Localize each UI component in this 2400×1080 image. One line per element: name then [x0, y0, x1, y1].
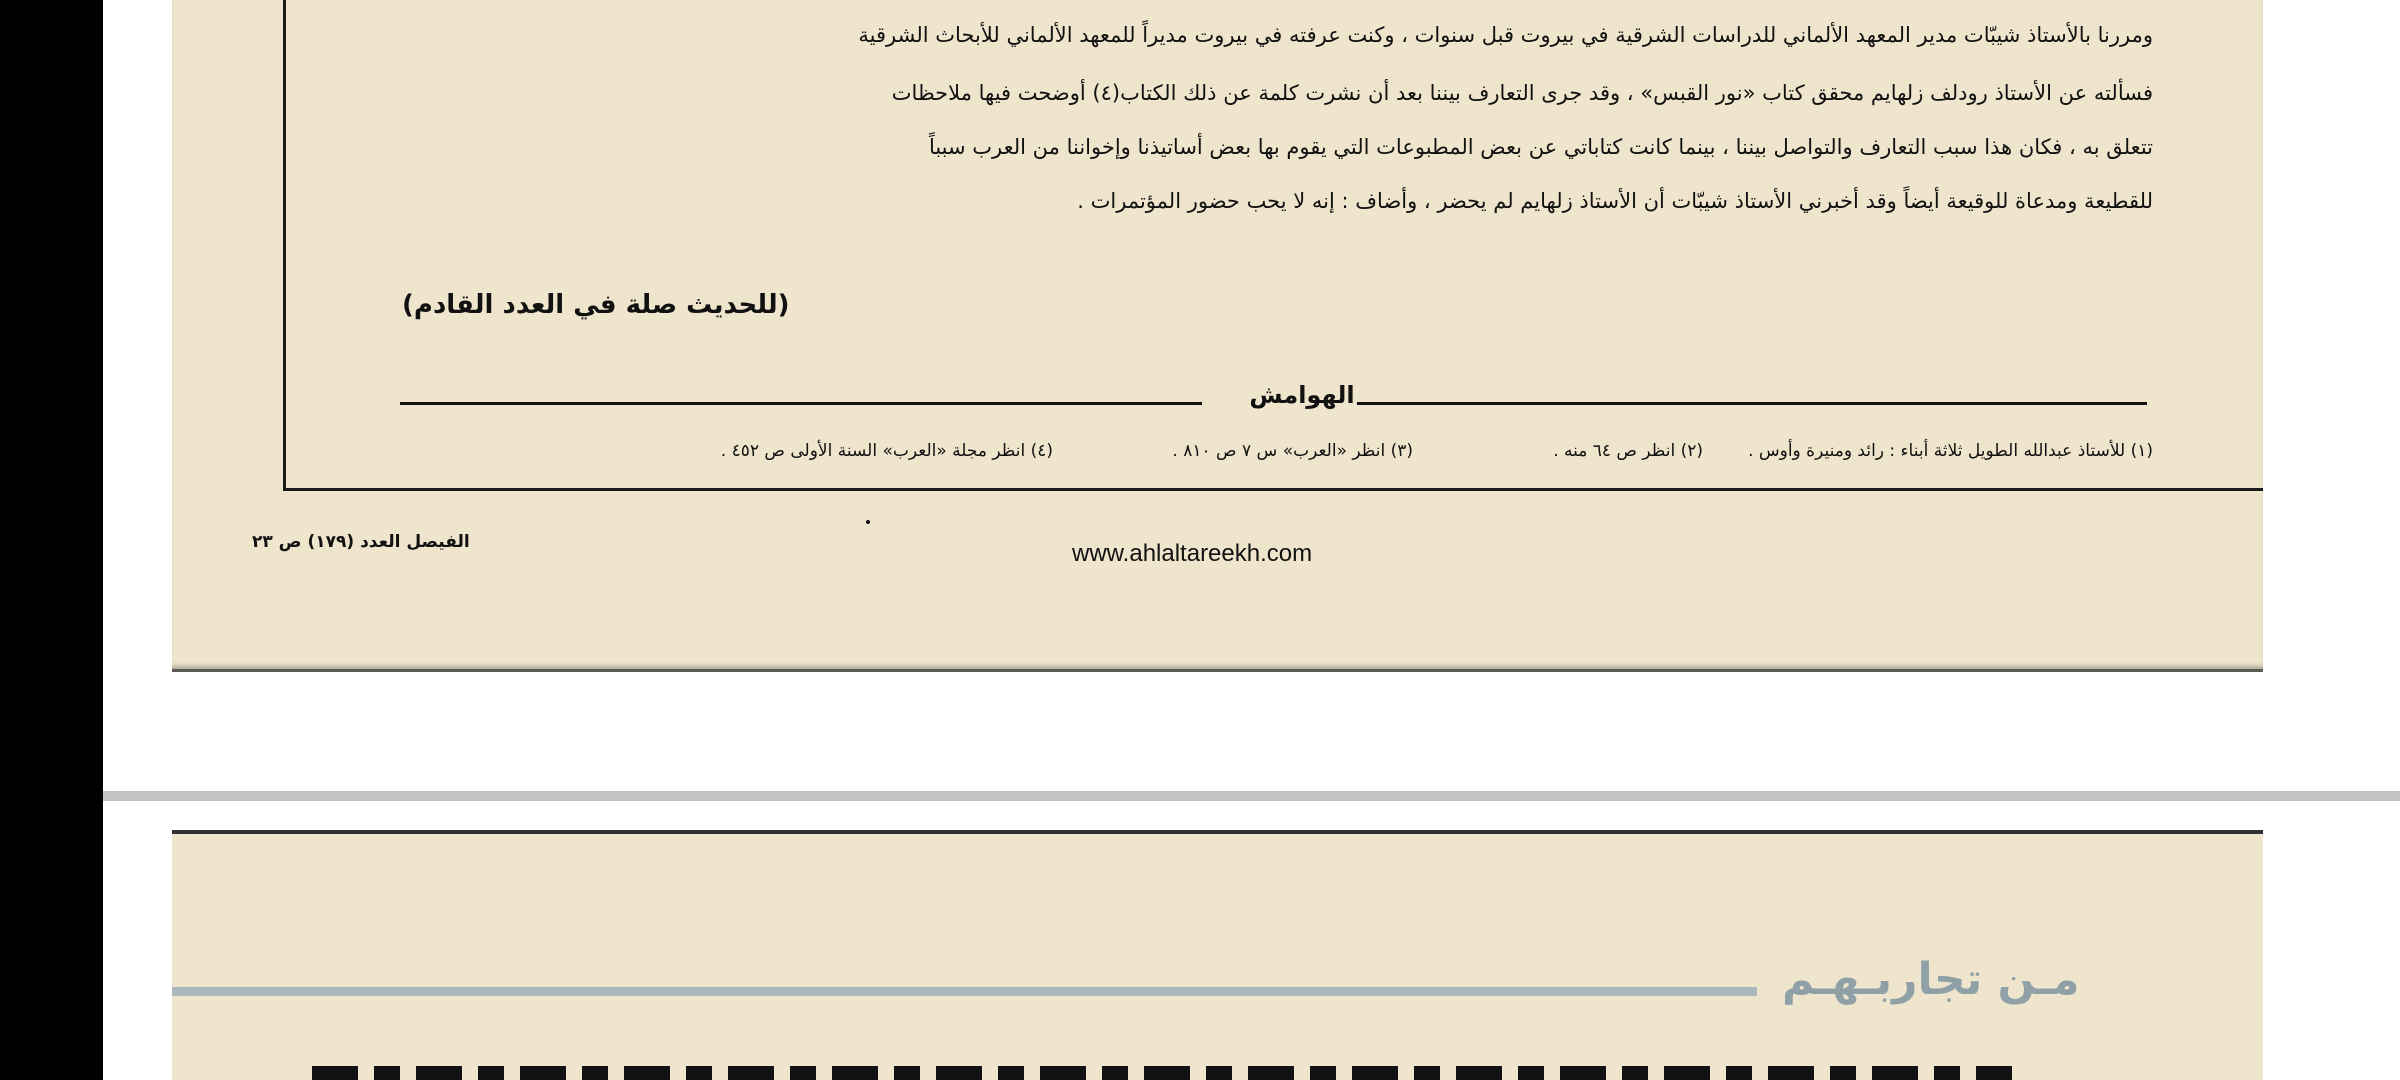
- document-page-24: [172, 830, 2263, 1080]
- page-divider: [103, 791, 2400, 801]
- viewer-left-bar: [0, 0, 103, 1080]
- paragraph-line-1: ومررنا بالأستاذ شيبّات مدير المعهد الألماني للدراسات الشرقية في بيروت قبل سنوات ، وكنت عرفته في بيروت مديراً للمعهد الألماني للأبحاث الشرقية: [858, 23, 2153, 47]
- paragraph-line-3: تتعلق به ، فكان هذا سبب التعارف والتواصل بيننا ، بينما كانت كتاباتي عن بعض المطبوعات التي يقوم بها بعض أساتيذنا وإخواننا من العرب سبباً: [928, 135, 2153, 159]
- footnotes-heading: الهوامش: [1249, 381, 1355, 409]
- paragraph-line-2: فسألته عن الأستاذ رودلف زلهايم محقق كتاب «نور القبس» ، وقد جرى التعارف بيننا بعد أن نشرت كلمة عن ذلك الكتاب(٤) أوضحت فيها ملاحظات: [891, 81, 2153, 105]
- headline-cut-off: [312, 1066, 2012, 1080]
- website-watermark: www.ahlaltareekh.com: [1072, 540, 1313, 567]
- print-speck: [866, 520, 870, 524]
- footnote-rule-right: [1357, 402, 2147, 405]
- footnote-4: (٤) انظر مجلة «العرب» السنة الأولى ص ٤٥٢ .: [720, 441, 1053, 461]
- footnote-3: (٣) انظر «العرب» س ٧ ص ٨١٠ .: [1172, 441, 1413, 461]
- footnote-rule-left: [400, 402, 1202, 405]
- footnote-1: (١) للأستاذ عبدالله الطويل ثلاثة أبناء : رائد ومنيرة وأوس .: [1748, 441, 2153, 461]
- paragraph-line-4: للقطيعة ومدعاة للوقيعة أيضاً وقد أخبرني الأستاذ شيبّات أن الأستاذ زلهايم لم يحضر ، وأضاف : إنه لا يحب حضور المؤتمرات .: [1077, 189, 2153, 213]
- footnote-2: (٢) انظر ص ٦٤ منه .: [1553, 441, 1703, 461]
- document-page-23: [172, 0, 2263, 672]
- page-folio: الفيصل العدد (١٧٩) ص ٢٣: [252, 532, 470, 552]
- section-rule: [172, 987, 1757, 996]
- continuation-note: (للحديث صلة في العدد القادم): [402, 290, 790, 320]
- section-label: مـن تجاربـهـم: [1782, 954, 2080, 1005]
